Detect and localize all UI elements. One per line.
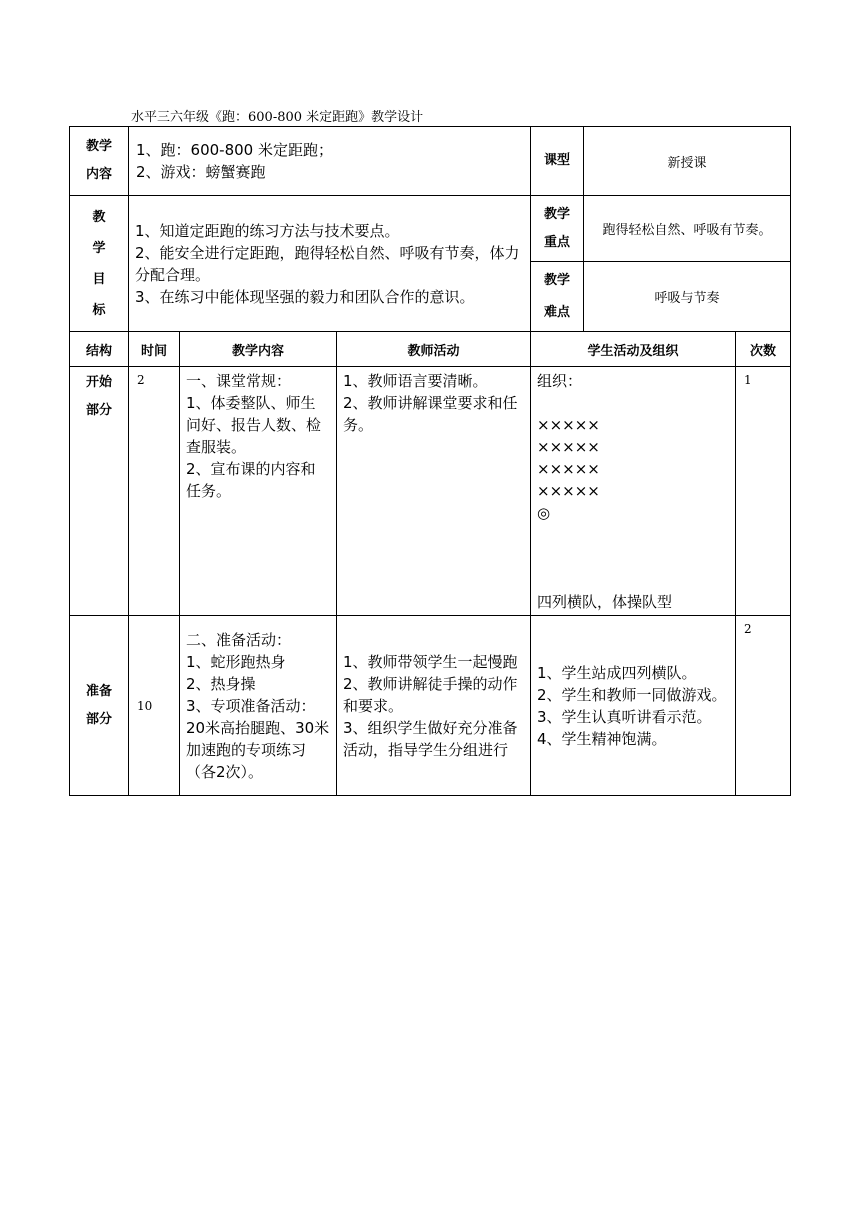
count-cell: 2: [736, 616, 791, 796]
table-row: [70, 616, 791, 796]
header-time: 时间: [129, 332, 180, 367]
lesson-content: 1、跑：600-800 米定距跑； 2、游戏：螃蟹赛跑: [129, 127, 531, 196]
goal-label: 教 学 目 标: [70, 196, 129, 332]
header-structure: 结构: [70, 332, 129, 367]
lesson-plan-table: [69, 126, 791, 796]
header-student: 学生活动及组织: [531, 332, 736, 367]
time-cell: 10: [129, 616, 180, 796]
formation-row: ×××××: [537, 416, 600, 434]
structure-cell: 开始 部分: [70, 367, 129, 616]
header-content: 教学内容: [180, 332, 337, 367]
teacher-position-marker: ◎: [537, 504, 551, 522]
difficulty-value: 呼吸与节奏: [584, 262, 791, 332]
teacher-cell: 1、教师带领学生一起慢跑 2、教师讲解徒手操的动作和要求。 3、组织学生做好充分准备活动，指导学生分组进行: [337, 616, 531, 796]
student-cell: 组织： ××××× ××××× ××××× ××××× ◎ 四列横队，体操队型: [531, 367, 736, 616]
student-cell: 1、学生站成四列横队。 2、学生和教师一同做游戏。 3、学生认真听讲看示范。 4、学生精神饱满。: [531, 616, 736, 796]
count-cell: 1: [736, 367, 791, 616]
teacher-cell: 1、教师语言要清晰。 2、教师讲解课堂要求和任务。: [337, 367, 531, 616]
content-row: [70, 127, 791, 196]
formation-row: ×××××: [537, 460, 600, 478]
lesson-type-label: 课型: [531, 127, 584, 196]
formation-row: ×××××: [537, 438, 600, 456]
key-point-label: 教学 重点: [531, 196, 584, 262]
teaching-goals: 1、知道定距跑的练习方法与技术要点。 2、能安全进行定距跑，跑得轻松自然、呼吸有节奏，体力分配合理。 3、在练习中能体现坚强的毅力和团队合作的意识。: [129, 196, 531, 332]
document-title: 水平三六年级《跑：600-800 米定距跑》教学设计: [131, 110, 424, 125]
formation-note: 四列横队，体操队型: [537, 593, 673, 611]
difficulty-label: 教学 难点: [531, 262, 584, 332]
header-row: [70, 332, 791, 367]
formation-row: ×××××: [537, 482, 600, 500]
content-cell: 二、准备活动： 1、蛇形跑热身 2、热身操 3、专项准备活动：20米高抬腿跑、30米加速跑的专项练习（各2次）。: [180, 616, 337, 796]
key-point-value: 跑得轻松自然、呼吸有节奏。: [584, 196, 791, 262]
goal-row: [70, 196, 791, 262]
header-count: 次数: [736, 332, 791, 367]
header-teacher: 教师活动: [337, 332, 531, 367]
structure-cell: 准备 部分: [70, 616, 129, 796]
table-row: [70, 367, 791, 616]
content-cell: 一、课堂常规： 1、体委整队、师生问好、报告人数、检查服装。 2、宣布课的内容和任务。: [180, 367, 337, 616]
time-cell: 2: [129, 367, 180, 616]
lesson-type-value: 新授课: [584, 127, 791, 196]
content-label: 教学 内容: [70, 127, 129, 196]
